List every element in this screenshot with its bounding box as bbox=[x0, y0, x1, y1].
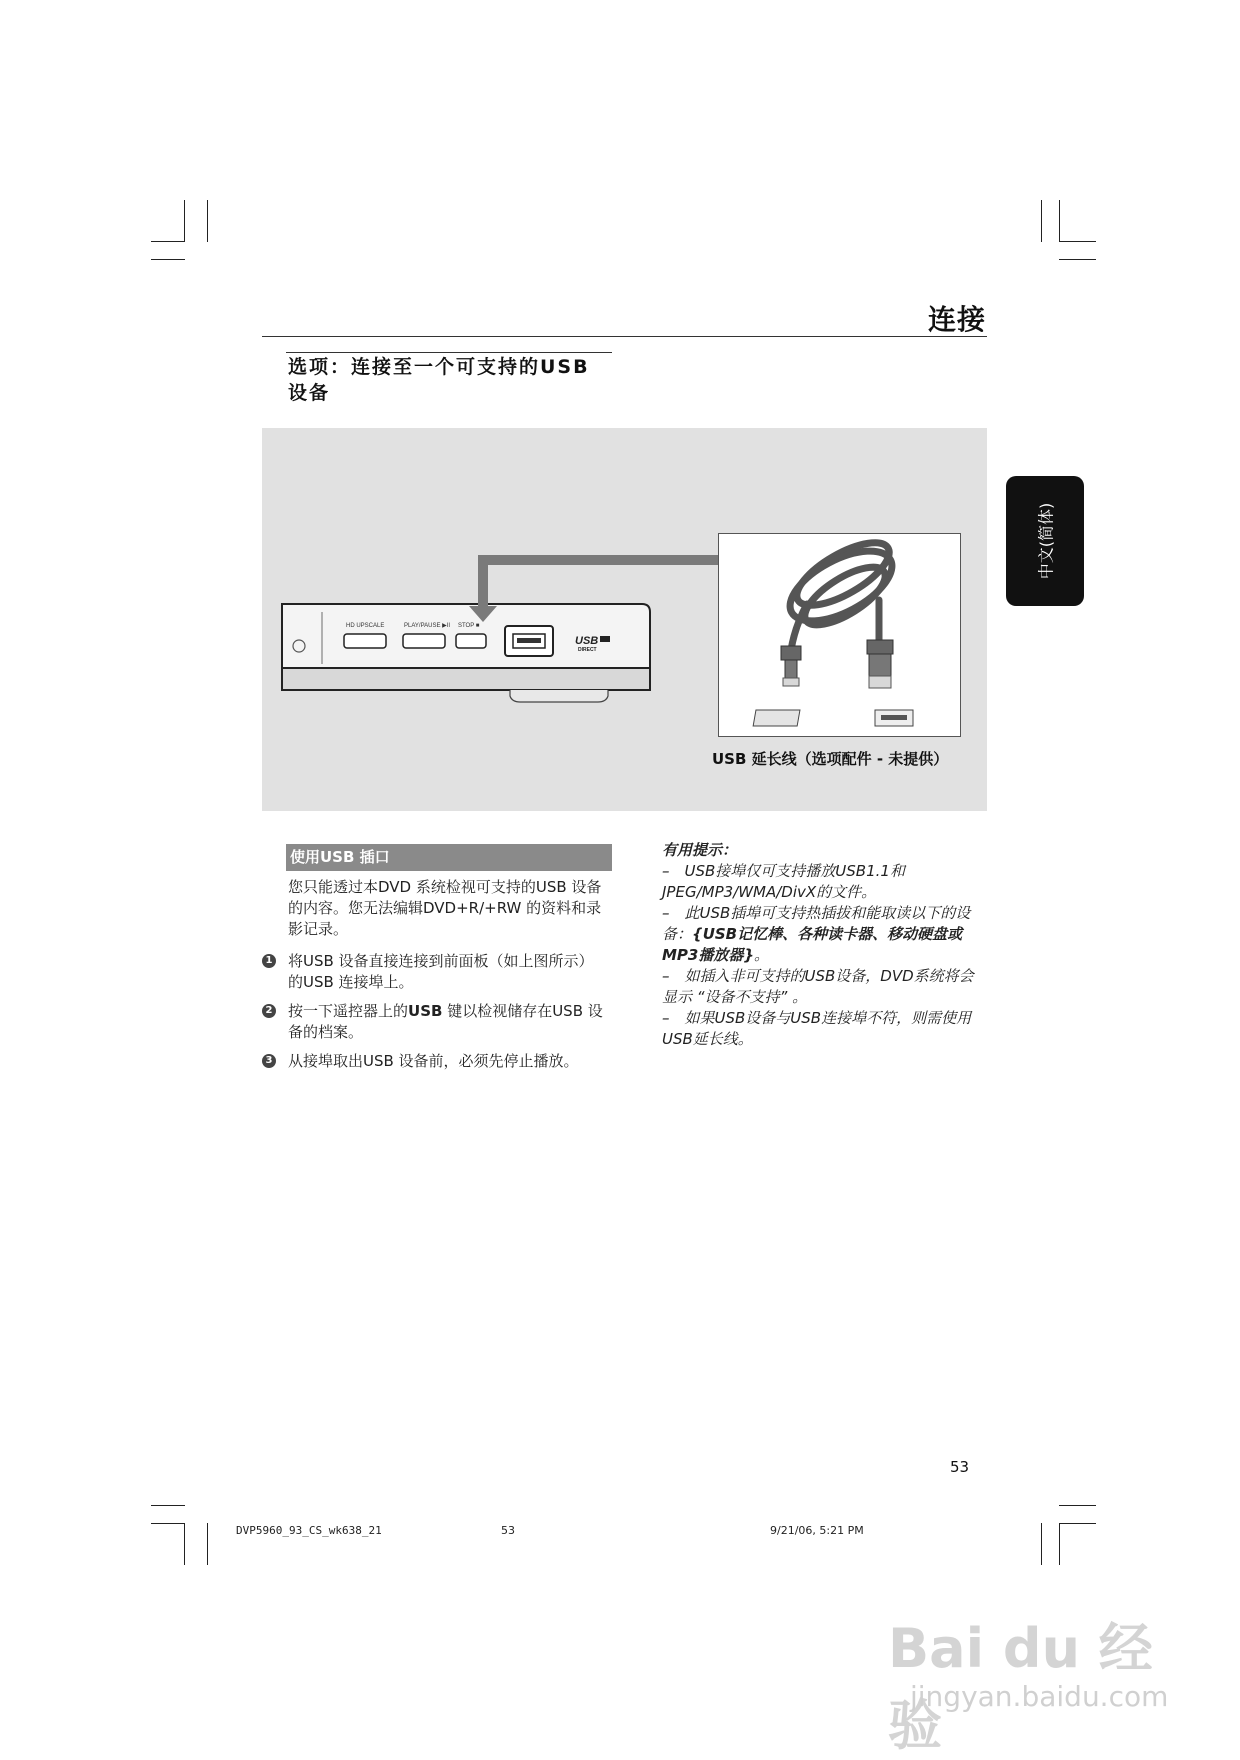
crop-mark bbox=[207, 1523, 208, 1565]
step-text-post: 键以检视储存在USB 设备的档案。 bbox=[288, 1002, 603, 1041]
hint-2-post: 。 bbox=[754, 946, 770, 964]
crop-mark bbox=[1059, 1505, 1096, 1506]
footer-page: 53 bbox=[501, 1524, 515, 1537]
cable-caption: USB 延长线（选项配件 - 未提供） bbox=[712, 750, 949, 768]
hint-2-pre: – 此USB插埠可支持热插拔和能取读以下的设备： bbox=[662, 904, 971, 943]
helpful-hints bbox=[662, 840, 987, 1050]
crop-mark bbox=[151, 1523, 185, 1524]
hint-1: – USB接埠仅可支持播放USB1.1和JPEG/MP3/WMA/DivX的文件。 bbox=[662, 862, 905, 901]
stop-label: STOP ■ bbox=[458, 623, 480, 629]
crop-mark bbox=[1041, 1523, 1042, 1565]
page-number: 53 bbox=[950, 1458, 970, 1476]
hd-upscale-label: HD UPSCALE bbox=[346, 623, 385, 629]
crop-mark bbox=[1059, 200, 1060, 242]
crop-mark bbox=[184, 1523, 185, 1565]
page-heading bbox=[288, 354, 628, 406]
crop-mark bbox=[1059, 259, 1096, 260]
crop-mark bbox=[151, 259, 185, 260]
step-number: 2 bbox=[262, 1004, 276, 1018]
step-1 bbox=[262, 951, 622, 993]
watermark-brand: Bai du 经验 bbox=[888, 1617, 1153, 1757]
footer-filename: DVP5960_93_CS_wk638_21 bbox=[236, 1524, 382, 1537]
crop-mark bbox=[151, 241, 185, 242]
crop-mark bbox=[207, 200, 208, 242]
title-rule bbox=[262, 336, 987, 337]
step-text-pre: 按一下遥控器上的 bbox=[288, 1002, 409, 1020]
crop-mark bbox=[1059, 1523, 1060, 1565]
section-title: 连接 bbox=[927, 303, 986, 336]
baidu-watermark bbox=[888, 1576, 1188, 1757]
usb-direct-logo: USB bbox=[575, 635, 599, 647]
hint-2-bold: {USB记忆棒、各种读卡器、移动硬盘或MP3播放器} bbox=[662, 925, 963, 964]
heading-rule bbox=[286, 352, 612, 353]
crop-mark bbox=[1059, 1523, 1096, 1524]
step-text: 从接埠取出USB 设备前，必须先停止播放。 bbox=[288, 1052, 579, 1070]
crop-mark bbox=[1059, 241, 1096, 242]
step-text-bold: USB bbox=[408, 1002, 443, 1020]
step-number: 1 bbox=[262, 954, 276, 968]
watermark-url: jingyan.baidu.com bbox=[910, 1680, 1169, 1713]
usb-extension-cable-image bbox=[718, 533, 961, 737]
footer-datetime: 9/21/06, 5:21 PM bbox=[770, 1524, 864, 1537]
language-tab bbox=[1006, 476, 1084, 606]
usb-direct-sub: DIRECT bbox=[578, 647, 597, 653]
usb-cable-illustration bbox=[719, 534, 960, 736]
hint-3: – 如插入非可支持的USB设备，DVD系统将会显示 “设备不支持” 。 bbox=[662, 967, 974, 1006]
hints-title: 有用提示： bbox=[662, 841, 738, 859]
hint-4: – 如果USB设备与USB连接埠不符，则需使用USB延长线。 bbox=[662, 1009, 972, 1048]
step-2 bbox=[262, 1001, 622, 1043]
crop-mark bbox=[1041, 200, 1042, 242]
crop-mark bbox=[184, 200, 185, 242]
language-tab-label: 中文(简体) bbox=[1036, 502, 1056, 580]
usb-intro: 您只能透过本DVD 系统检视可支持的USB 设备的内容。您无法编辑DVD+R/+RW 的资料和录影记录。 bbox=[288, 878, 602, 938]
step-number: 3 bbox=[262, 1054, 276, 1068]
heading-line-2: 设备 bbox=[288, 382, 331, 404]
step-text: 将USB 设备直接连接到前面板（如上图所示）的USB 连接埠上。 bbox=[288, 952, 594, 991]
heading-line-1: 选项：连接至一个可支持的USB bbox=[288, 356, 590, 378]
usb-section-title: 使用USB 插口 bbox=[286, 844, 612, 871]
hint-2 bbox=[662, 903, 987, 966]
step-3 bbox=[262, 1051, 622, 1072]
play-pause-label: PLAY/PAUSE ▶II bbox=[404, 623, 451, 629]
step-text bbox=[288, 1001, 608, 1043]
crop-mark bbox=[151, 1505, 185, 1506]
